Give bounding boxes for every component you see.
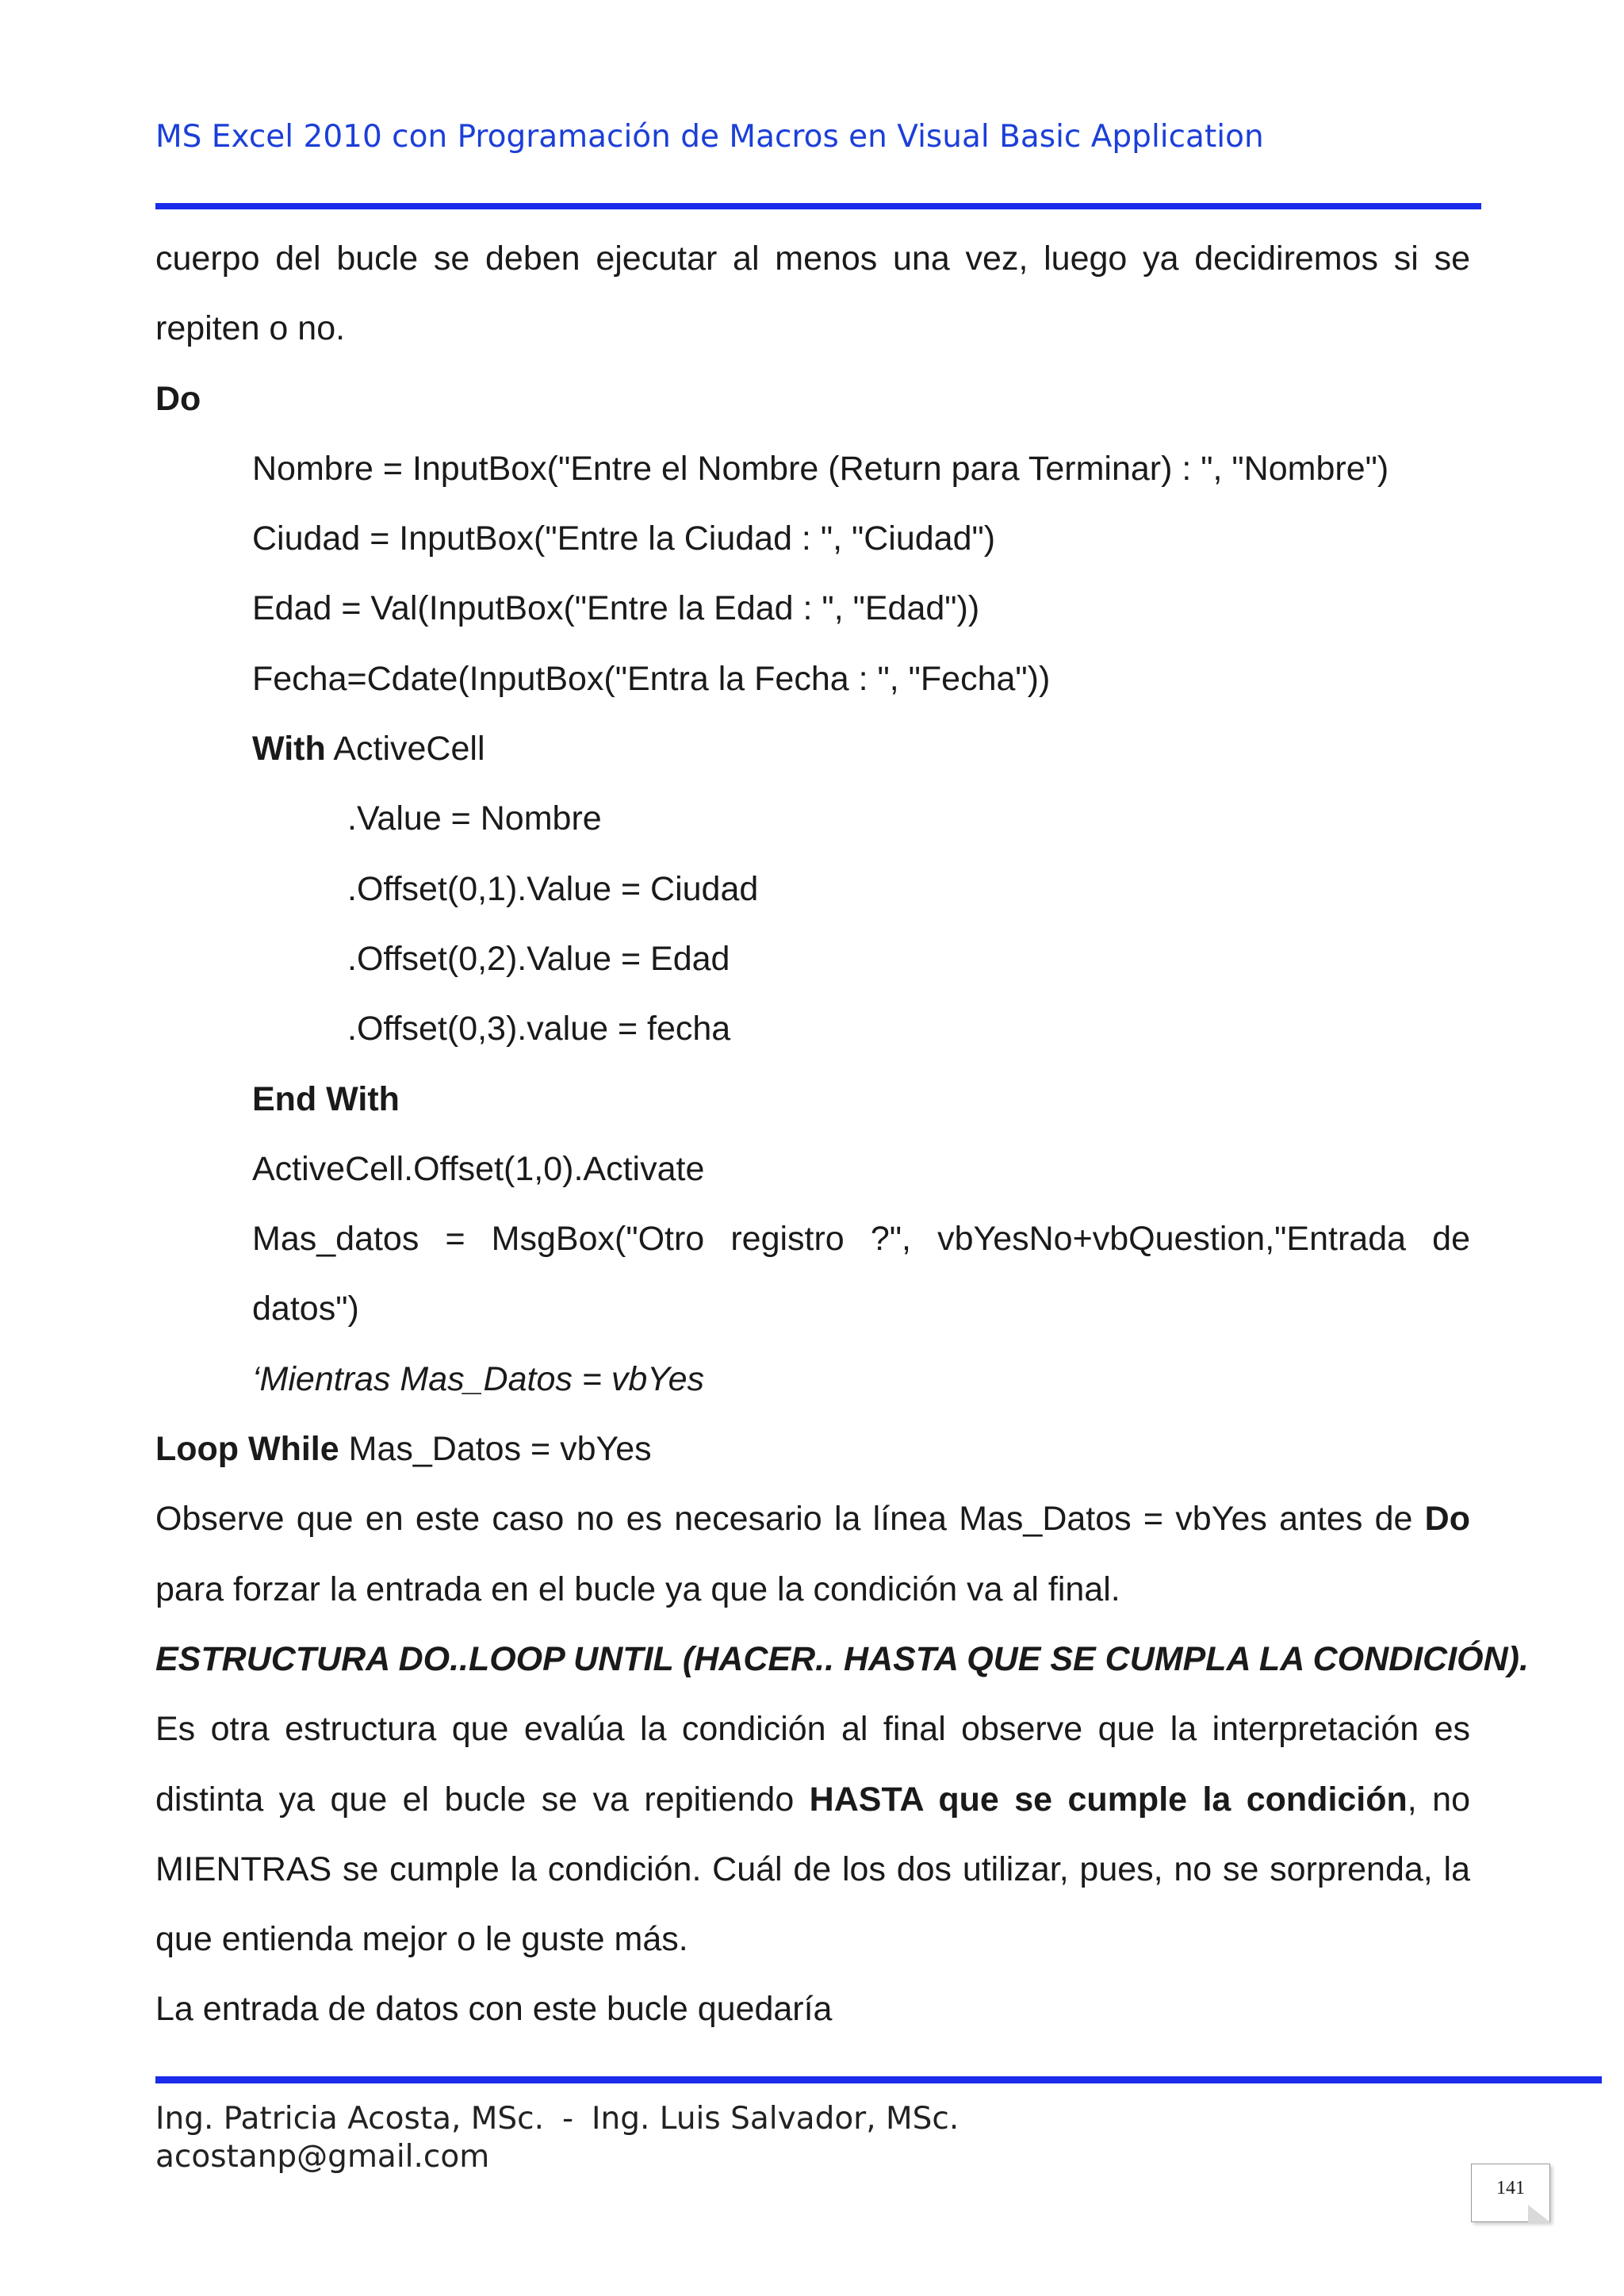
code-line: Edad = Val(InputBox("Entre la Edad : ", "Edad")) bbox=[252, 589, 980, 628]
page-number: 141 bbox=[1496, 2178, 1525, 2198]
paragraph-line: cuerpo del bucle se deben ejecutar al menos una vez, luego ya decidiremos si se bbox=[155, 240, 1470, 278]
page-body bbox=[155, 224, 1529, 2045]
code-line: Nombre = InputBox("Entre el Nombre (Return para Terminar) : ", "Nombre") bbox=[252, 449, 1389, 488]
footer-separator: - bbox=[561, 2101, 574, 2137]
footer-email: acostanp@gmail.com bbox=[155, 2139, 490, 2175]
code-line: Mas_datos = MsgBox("Otro registro ?", vbYesNo+vbQuestion,"Entrada de bbox=[252, 1220, 1470, 1259]
paragraph-bold: Do bbox=[1424, 1500, 1470, 1539]
code-text: Mas_Datos = vbYes bbox=[339, 1430, 652, 1469]
code-comment: ‘Mientras Mas_Datos = vbYes bbox=[252, 1359, 705, 1398]
footer bbox=[155, 2100, 959, 2176]
paragraph-line bbox=[155, 1765, 1470, 1834]
page-curl-icon bbox=[1528, 2205, 1550, 2222]
code-line-loop bbox=[155, 1414, 1470, 1484]
paragraph-text: distinta ya que el bucle se va repitiendo bbox=[155, 1780, 810, 1819]
code-keyword-with: With bbox=[252, 730, 326, 769]
code-keyword-endwith: End With bbox=[252, 1079, 400, 1118]
paragraph-line: que entienda mejor o le guste más. bbox=[155, 1920, 688, 1959]
code-line: datos") bbox=[252, 1290, 359, 1328]
paragraph-text: , no bbox=[1407, 1780, 1470, 1819]
paragraph-line: para forzar la entrada en el bucle ya que la condición va al final. bbox=[155, 1570, 1120, 1608]
code-line: ActiveCell.Offset(1,0).Activate bbox=[252, 1149, 705, 1188]
footer-rule bbox=[155, 2076, 1602, 2083]
section-heading: ESTRUCTURA DO..LOOP UNTIL (HACER.. HASTA QUE SE CUMPLA LA CONDICIÓN). bbox=[155, 1639, 1529, 1678]
code-text: ActiveCell bbox=[325, 730, 485, 769]
code-line: Fecha=Cdate(InputBox("Entra la Fecha : ", "Fecha")) bbox=[252, 659, 1051, 698]
header-rule bbox=[155, 203, 1481, 209]
footer-authors bbox=[155, 2100, 959, 2138]
code-keyword-do: Do bbox=[155, 379, 201, 418]
code-keyword-loop-while: Loop While bbox=[155, 1430, 339, 1469]
paragraph-line: repiten o no. bbox=[155, 309, 346, 348]
code-line: .Offset(0,3).value = fecha bbox=[347, 1010, 731, 1048]
paragraph-line: La entrada de datos con este bucle quedaría bbox=[155, 1990, 833, 2029]
header-title: MS Excel 2010 con Programación de Macros en Visual Basic Application bbox=[155, 119, 1264, 155]
paragraph-line: MIENTRAS se cumple la condición. Cuál de los dos utilizar, pues, no se sorprenda, la bbox=[155, 1849, 1470, 1888]
paragraph-text: Observe que en este caso no es necesario la línea Mas_Datos = vbYes antes de bbox=[155, 1500, 1425, 1539]
footer-author: Ing. Patricia Acosta, MSc. bbox=[155, 2101, 545, 2137]
page-number-box bbox=[1471, 2164, 1550, 2222]
paragraph-line: Es otra estructura que evalúa la condición al final observe que la interpretación es bbox=[155, 1710, 1470, 1749]
paragraph-line bbox=[155, 1484, 1470, 1554]
paragraph-bold: HASTA que se cumple la condición bbox=[809, 1780, 1408, 1819]
code-line: .Offset(0,1).Value = Ciudad bbox=[347, 869, 759, 908]
code-line: Ciudad = InputBox("Entre la Ciudad : ", "Ciudad") bbox=[252, 519, 996, 558]
code-line-with bbox=[155, 714, 1470, 784]
code-line: .Value = Nombre bbox=[347, 799, 602, 838]
footer-author: Ing. Luis Salvador, MSc. bbox=[592, 2101, 959, 2137]
code-line: .Offset(0,2).Value = Edad bbox=[347, 939, 730, 978]
